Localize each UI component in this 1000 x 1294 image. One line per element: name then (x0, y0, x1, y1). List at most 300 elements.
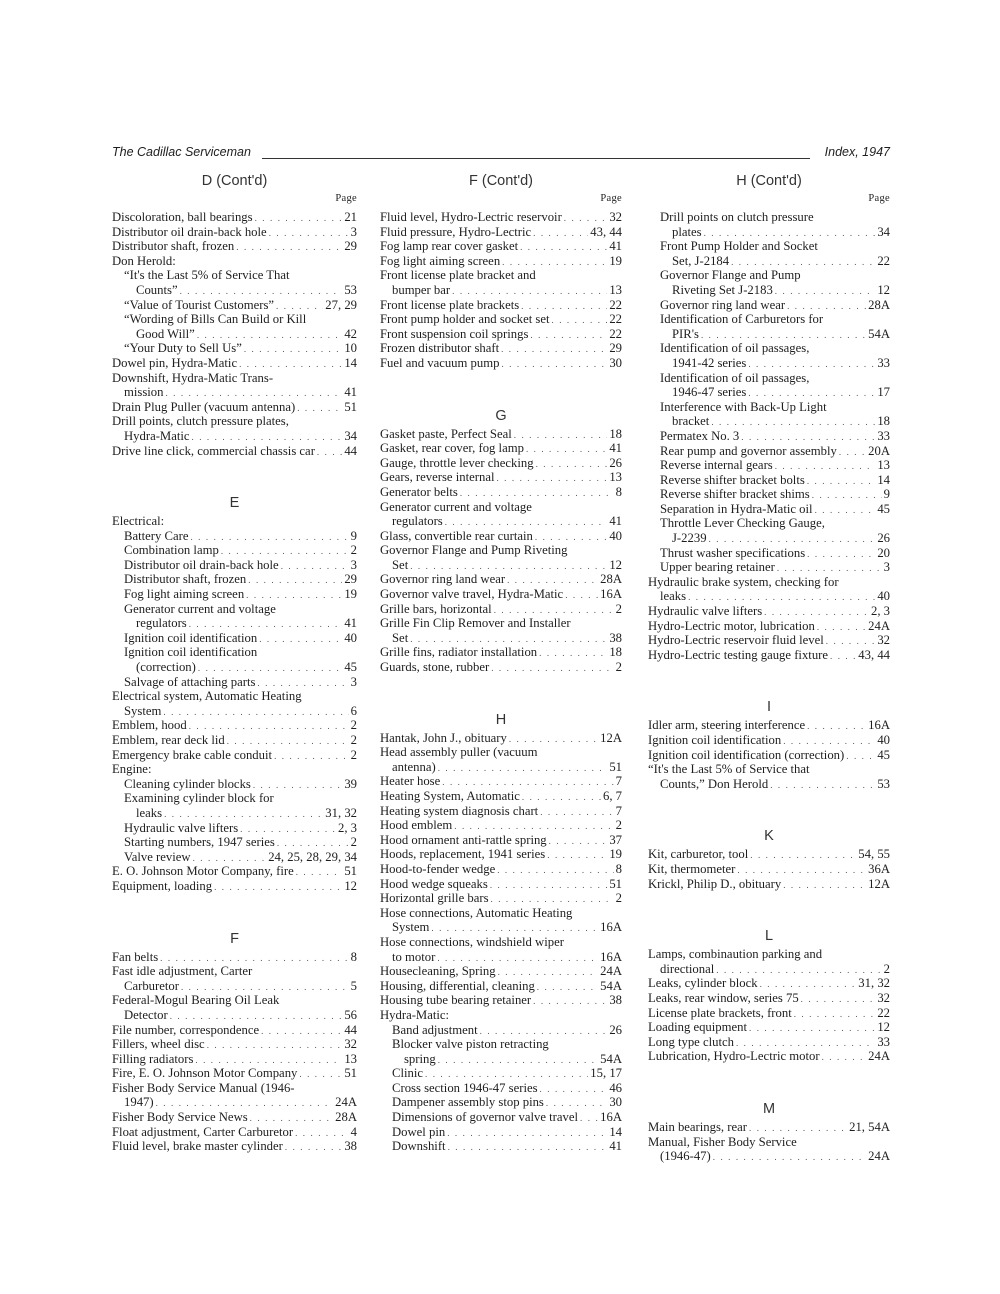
index-entry (648, 862, 890, 877)
index-entry (112, 704, 357, 719)
index-entry (648, 589, 890, 604)
dot-leader (537, 980, 598, 995)
dot-leader (277, 836, 349, 851)
entry-text: Front pump holder and socket set (380, 312, 550, 327)
index-entry (380, 327, 622, 342)
page-number: 40 (344, 630, 357, 645)
dot-leader (244, 342, 342, 357)
page-number: 26 (609, 455, 622, 470)
page-number: 33 (877, 355, 890, 370)
index-entry (380, 210, 622, 225)
entry-text: 1946-47 series (672, 385, 747, 400)
index-entry (648, 877, 890, 892)
entry-text: Drain Plug Puller (vacuum antenna) (112, 399, 296, 414)
dot-leader (565, 588, 598, 603)
index-entry (648, 429, 890, 444)
entry-text: Salvage of attaching parts (124, 674, 256, 689)
page-number: 32 (609, 210, 622, 224)
dot-leader (442, 775, 613, 790)
page-number: 34 (877, 224, 890, 239)
index-entry (648, 356, 890, 371)
dot-leader (189, 719, 349, 734)
dot-leader (165, 386, 342, 401)
page-number: 37 (609, 832, 622, 847)
section-spacer (648, 662, 890, 696)
dot-leader (490, 878, 607, 893)
index-entry (112, 1037, 357, 1052)
dot-leader (317, 445, 342, 460)
entry-text: regulators (136, 616, 187, 631)
page-number: 28A (600, 572, 622, 587)
index-column-1 (112, 170, 357, 1154)
page-number: 41 (609, 514, 622, 529)
page-number: 28A (868, 297, 890, 312)
entry-text: Emblem, hood (112, 718, 187, 733)
index-entry (112, 1095, 357, 1110)
page-number: 54A (600, 978, 622, 993)
dot-leader (261, 1024, 342, 1039)
entry-text: Housing, differential, cleaning (380, 978, 535, 993)
dot-leader (748, 357, 875, 372)
entry-text: Downshift (392, 1139, 446, 1154)
page-number: 41 (609, 441, 622, 456)
dot-leader (711, 415, 875, 430)
index-entry (112, 385, 357, 400)
index-entry-text: Manual, Fisher Body Service (648, 1134, 797, 1149)
entry-text: Hydraulic valve lifters (124, 820, 239, 835)
entry-text: Krickl, Philip D., obituary (648, 876, 782, 891)
page-number: 12 (609, 557, 622, 572)
index-entry (112, 660, 357, 675)
dot-leader (777, 561, 882, 576)
dot-leader (410, 632, 607, 647)
entry-text: Fluid pressure, Hydro-Lectric (380, 224, 532, 239)
index-entry (112, 210, 357, 225)
index-entry-text: Ignition coil identification (124, 645, 258, 660)
page-number: 32 (877, 633, 890, 648)
entry-text: Dimensions of governor valve travel (392, 1110, 579, 1125)
page-number: 14 (344, 355, 357, 370)
entry-text: Starting numbers, 1947 series (124, 835, 275, 850)
dot-leader (741, 430, 875, 445)
entry-text: Set (392, 630, 409, 645)
index-entry (380, 298, 622, 313)
index-entry-text: Governor Flange and Pump Riveting (380, 543, 568, 558)
page-number: 18 (609, 645, 622, 660)
dot-leader (509, 732, 598, 747)
entry-text: Reverse internal gears (660, 458, 773, 473)
page-number: 19 (609, 847, 622, 862)
page-number: 45 (877, 501, 890, 516)
dot-leader (830, 649, 856, 664)
page-number: 42 (344, 326, 357, 341)
entry-text: Housecleaning, Spring (380, 964, 496, 979)
page-number: 3 (883, 560, 890, 575)
dot-leader (498, 965, 599, 980)
index-entry (380, 225, 622, 240)
dot-leader (193, 851, 267, 866)
index-entry (648, 604, 890, 619)
index-entry-text: Fisher Body Service Manual (1946- (112, 1080, 295, 1095)
page-number: 22 (877, 1005, 890, 1020)
entry-text: Separation in Hydra-Matic oil (660, 501, 813, 516)
dot-leader (460, 486, 614, 501)
entry-text: Hood ornament anti-rattle spring (380, 832, 547, 847)
entry-text: Fisher Body Service News (112, 1110, 248, 1125)
dot-leader (764, 605, 869, 620)
page-number: 2 (350, 543, 357, 558)
entry-text: Long type clutch (648, 1034, 734, 1049)
index-entry (380, 847, 622, 862)
page-number: 2 (350, 835, 357, 850)
dot-leader (822, 1050, 867, 1065)
index-entry-text: Governor Flange and Pump (660, 268, 801, 283)
entry-text: J-2239 (672, 531, 707, 546)
index-entry (648, 385, 890, 400)
index-entry (648, 619, 890, 634)
dot-leader (227, 734, 349, 749)
dot-leader (160, 951, 348, 966)
entry-text: Heater hose (380, 774, 441, 789)
dot-leader (491, 661, 613, 676)
page-number: 12 (344, 878, 357, 893)
section-heading: F (230, 930, 239, 947)
page-number: 32 (344, 1037, 357, 1052)
entry-text: Dowel pin (392, 1124, 446, 1139)
dot-leader (540, 805, 613, 820)
page-number: 24A (868, 1049, 890, 1064)
page-number: 24A (868, 1149, 890, 1164)
index-entry (380, 774, 622, 789)
index-entry (380, 818, 622, 833)
entry-text: Hydro-Lectric motor, lubrication (648, 618, 815, 633)
section-heading: K (764, 828, 774, 845)
index-entry-text: Downshift, Hydra-Matic Trans- (112, 370, 274, 385)
index-entry (112, 718, 357, 733)
index-entry (112, 543, 357, 558)
entry-text: Discoloration, ball bearings (112, 210, 253, 224)
page-number: 2 (350, 747, 357, 762)
page-number: 40 (877, 733, 890, 747)
dot-leader (425, 1067, 588, 1082)
entry-text: Float adjustment, Carter Carburetor (112, 1124, 294, 1139)
dot-leader (794, 1007, 876, 1022)
index-entry (112, 1023, 357, 1038)
dot-leader (817, 620, 866, 635)
dot-leader (253, 778, 342, 793)
entry-text: Heating System, Automatic (380, 789, 520, 803)
page-number: 44 (344, 1022, 357, 1037)
entry-text: bumper bar (392, 282, 451, 297)
page-number: 45 (877, 747, 890, 762)
page-number: 12 (877, 1020, 890, 1035)
entry-text: 1941-42 series (672, 355, 747, 370)
entry-text: Filling radiators (112, 1051, 194, 1066)
index-entry (648, 458, 890, 473)
entry-text: Grille fins, radiator installation (380, 645, 538, 660)
entry-text: Hydro-Lectric testing gauge fixture (648, 647, 829, 662)
section-heading: E (229, 495, 240, 512)
entry-text: Fluid level, brake master cylinder (112, 1139, 283, 1154)
dot-leader (533, 994, 607, 1009)
index-entry (112, 1052, 357, 1067)
entry-text: Hoods, replacement, 1941 series (380, 847, 546, 862)
index-entry (648, 718, 890, 733)
dot-leader (281, 559, 349, 574)
page-number: 43, 44 (858, 647, 890, 662)
index-entry (380, 239, 622, 254)
index-entry (112, 821, 357, 836)
dot-leader (546, 1096, 607, 1111)
index-column-3 (648, 170, 890, 1164)
page-number: 2 (615, 601, 622, 616)
index-entry (112, 429, 357, 444)
index-entry (380, 862, 622, 877)
entry-text: Guards, stone, rubber (380, 660, 490, 675)
index-entry-text: Electrical system, Automatic Heating (112, 689, 302, 704)
index-entry (380, 312, 622, 327)
section-spacer (380, 371, 622, 405)
entry-text: Hantak, John J., obituary (380, 730, 507, 745)
page-number: 13 (877, 458, 890, 473)
page-number: 26 (877, 531, 890, 546)
dot-leader (438, 1053, 598, 1068)
index-entry (380, 833, 622, 848)
page-number: 45 (344, 660, 357, 675)
index-entry (112, 1066, 357, 1081)
page-column-label: Page (600, 193, 622, 204)
dot-leader (760, 977, 857, 992)
section-spacer (648, 1064, 890, 1098)
dot-leader (276, 299, 323, 314)
dot-leader (749, 1121, 847, 1136)
index-entry (112, 733, 357, 748)
entry-text: Riveting Set J-2183 (672, 282, 773, 297)
index-entry-text: Blocker valve piston retracting (392, 1037, 549, 1052)
index-entry-text: Engine: (112, 762, 152, 777)
entry-text: Horizontal grille bars (380, 891, 489, 906)
index-entry (648, 327, 890, 342)
index-entry-text: Front Pump Holder and Socket (660, 239, 818, 254)
index-entry (380, 1052, 622, 1067)
entry-text: Band adjustment (392, 1022, 478, 1037)
entry-text: PIR's (672, 326, 699, 341)
index-entry (112, 283, 357, 298)
entry-text: Kit, thermometer (648, 861, 736, 876)
page-number: 8 (615, 861, 622, 876)
header-index-year: Index, 1947 (822, 145, 890, 159)
running-header (112, 145, 890, 165)
entry-text: Frozen distributor shaft (380, 341, 500, 356)
dot-leader (190, 530, 348, 545)
page-number: 53 (877, 776, 890, 791)
entry-text: Good Will” (136, 326, 195, 341)
index-entry (380, 558, 622, 573)
index-entry (112, 341, 357, 356)
page-number: 2 (883, 961, 890, 976)
page-number: 41 (344, 385, 357, 400)
index-entry (112, 1125, 357, 1140)
entry-text: Set, J-2184 (672, 253, 730, 268)
dot-leader (535, 530, 607, 545)
dot-leader (750, 848, 856, 863)
dot-leader (709, 532, 876, 547)
index-entry (380, 587, 622, 602)
page-number: 15, 17 (590, 1066, 622, 1081)
index-entry (112, 748, 357, 763)
index-entry (380, 920, 622, 935)
page-number: 38 (609, 993, 622, 1008)
dot-leader (748, 386, 875, 401)
index-entry-text: Federal-Mogul Bearing Oil Leak (112, 993, 280, 1008)
dot-leader (163, 705, 348, 720)
index-entry-text: Don Herold: (112, 253, 176, 268)
index-entry (380, 572, 622, 587)
entry-text: Main bearings, rear (648, 1119, 747, 1134)
dot-leader (801, 992, 876, 1007)
page-number: 4 (350, 1124, 357, 1139)
entry-text: Valve review (124, 849, 191, 864)
index-entry-text: Lamps, combinaution parking and (648, 947, 823, 962)
page-number: 51 (344, 1066, 357, 1081)
dot-leader (269, 226, 349, 241)
index-entry (380, 631, 622, 646)
index-entry (648, 560, 890, 575)
entry-text: Front license plate brackets (380, 297, 520, 312)
page-number: 5 (350, 978, 357, 993)
index-entry-text: Drill points on clutch pressure (660, 210, 814, 224)
index-entry (112, 239, 357, 254)
page-number: 9 (883, 487, 890, 502)
index-entry (380, 456, 622, 471)
page-number: 2, 3 (870, 604, 890, 619)
dot-leader (207, 1038, 343, 1053)
page-number: 29 (344, 239, 357, 254)
entry-text: File number, correspondence (112, 1022, 260, 1037)
index-entry (648, 733, 890, 748)
dot-leader (539, 646, 607, 661)
page-number: 12A (868, 876, 890, 891)
page-number: 41 (609, 239, 622, 254)
dot-leader (454, 819, 613, 834)
entry-text: Dampener assembly stop pins (392, 1095, 544, 1110)
entry-text: Governor ring land wear (660, 297, 786, 312)
index-entry (380, 441, 622, 456)
index-entry (380, 731, 622, 746)
entry-text: Dowel pin, Hydra-Matic (112, 355, 238, 370)
page-number: 54A (600, 1051, 622, 1066)
index-entry (380, 1023, 622, 1038)
entry-text: Hydraulic valve lifters (648, 604, 763, 619)
index-entry (380, 660, 622, 675)
entry-text: Drive line click, commercial chassis car (112, 443, 315, 458)
index-entry (112, 529, 357, 544)
entry-text: Battery Care (124, 528, 189, 543)
dot-leader (749, 1021, 875, 1036)
index-entry (648, 283, 890, 298)
dot-leader (704, 226, 876, 241)
index-entry (380, 993, 622, 1008)
dot-leader (783, 878, 866, 893)
section-heading: H (495, 711, 507, 728)
entry-text: Hood-to-fender wedge (380, 861, 496, 876)
dot-leader (189, 617, 343, 632)
dot-leader (536, 457, 608, 472)
entry-text: Governor ring land wear (380, 572, 506, 587)
dot-leader (259, 632, 342, 647)
entry-text: Loading equipment (648, 1020, 748, 1035)
index-entry (112, 400, 357, 415)
page-number: 43, 44 (590, 224, 622, 239)
dot-leader (195, 1053, 342, 1068)
entry-text: Distributor shaft, frozen (124, 572, 247, 587)
entry-text: plates (672, 224, 702, 239)
dot-leader (297, 401, 342, 416)
dot-leader (688, 590, 875, 605)
index-entry-text: Generator current and voltage (124, 601, 276, 616)
page-number: 29 (609, 341, 622, 356)
dot-leader (533, 226, 588, 241)
page-number: 2 (615, 660, 622, 675)
index-entry (648, 991, 890, 1006)
entry-text: Fog light aiming screen (124, 587, 245, 602)
dot-leader (452, 284, 607, 299)
index-entry (112, 225, 357, 240)
index-entry (648, 962, 890, 977)
index-entry (112, 835, 357, 850)
entry-text: Set (392, 557, 409, 572)
page-number: 27, 29 (325, 297, 357, 312)
index-entry (648, 473, 890, 488)
page-number: 24A (335, 1095, 357, 1110)
page-number: 38 (609, 630, 622, 645)
page-number: 51 (344, 399, 357, 414)
index-entry (648, 444, 890, 459)
index-entry (380, 1110, 622, 1125)
dot-leader (787, 299, 866, 314)
index-entry (112, 587, 357, 602)
dot-leader (246, 588, 342, 603)
index-entry (112, 558, 357, 573)
entry-text: Cross section 1946-47 series (392, 1080, 538, 1095)
index-entry-text: “Wording of Bills Can Build or Kill (124, 312, 307, 327)
index-entry-text: Hydraulic brake system, checking for (648, 574, 839, 589)
entry-text: Hood emblem (380, 818, 453, 833)
entry-text: Fuel and vacuum pump (380, 355, 500, 370)
entry-text: Reverse shifter bracket bolts (660, 472, 805, 487)
entry-text: Leaks, rear window, series 75 (648, 990, 799, 1005)
page-number: 13 (344, 1051, 357, 1066)
page-number: 41 (344, 616, 357, 631)
page-number: 22 (609, 312, 622, 327)
entry-text: bracket (672, 414, 710, 429)
index-entry-text: Examining cylinder block for (124, 791, 274, 806)
entry-text: Idler arm, steering interference (648, 718, 806, 733)
entry-text: Fog light aiming screen (380, 253, 501, 268)
entry-text: antenna) (392, 759, 436, 774)
entry-text: Gasket paste, Perfect Seal (380, 426, 512, 441)
index-entry-text: Identification of Carburetors for (660, 312, 824, 327)
entry-text: regulators (392, 514, 443, 529)
dot-leader (250, 1111, 333, 1126)
index-entry (112, 1110, 357, 1125)
page-number: 2, 3 (337, 820, 357, 835)
page-number: 41 (609, 1139, 622, 1154)
section-spacer (112, 458, 357, 492)
page-number: 13 (609, 470, 622, 485)
page-number: 22 (609, 326, 622, 341)
entry-text: Ignition coil identification (648, 733, 782, 747)
